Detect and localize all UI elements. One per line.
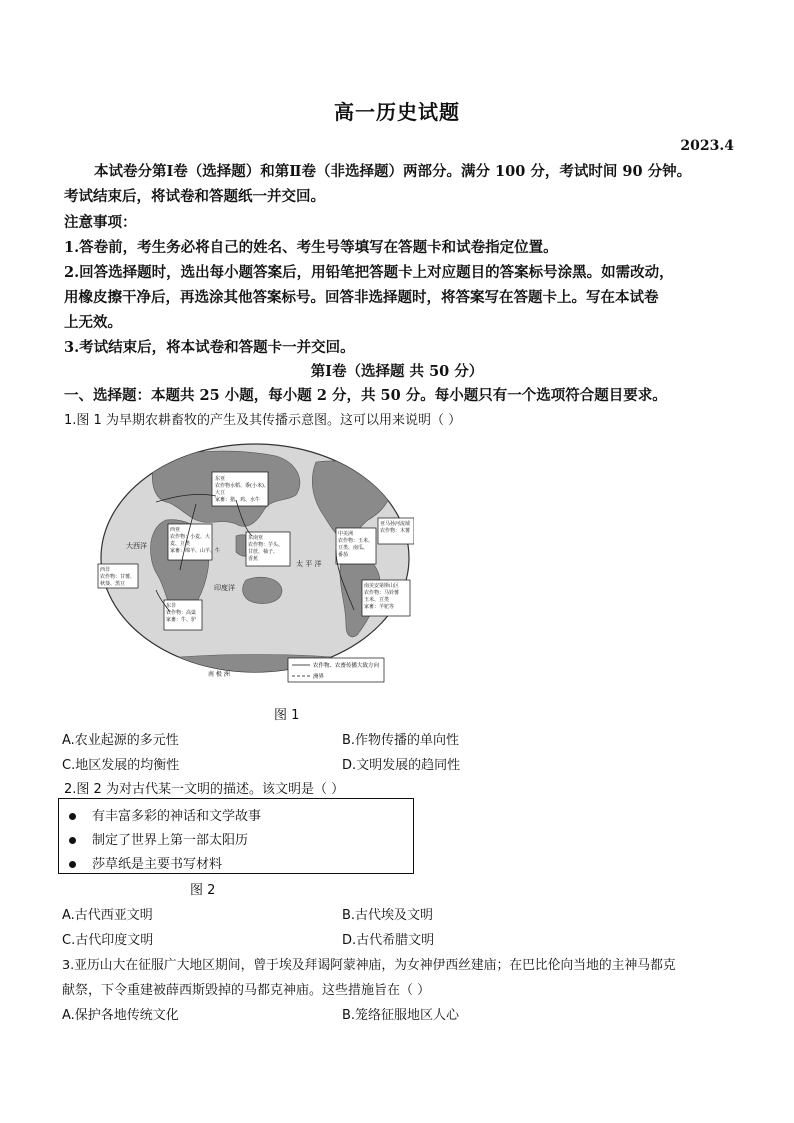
ocean-indian-label: 印度洋	[214, 584, 235, 592]
map-label-east-asia-1: 东亚	[215, 476, 226, 482]
map-label-west-asia-1: 西亚	[170, 527, 181, 533]
map-label-central-america-2: 农作物：玉米、	[338, 538, 374, 544]
q3-option-a[interactable]: A.保护各地传统文化	[62, 1008, 179, 1023]
intro-line-1: 本试卷分第Ⅰ卷（选择题）和第Ⅱ卷（非选择题）两部分。满分 100 分，考试时间 90 分钟。	[94, 163, 692, 180]
q2-option-c[interactable]: C.古代印度文明	[62, 933, 154, 948]
q1-option-b[interactable]: B.作物传播的单向性	[342, 733, 460, 748]
figure-2-item-3	[69, 853, 222, 872]
q1-option-c[interactable]: C.地区发展的均衡性	[62, 758, 180, 773]
map-label-west-asia-2: 农作物：小麦、大	[170, 534, 211, 540]
figure-2-item-1-text: 有丰富多彩的神话和文学故事	[92, 809, 262, 824]
map-label-east-asia-4: 家畜：猪、鸡、水牛	[215, 497, 261, 503]
intro-line-2: 考试结束后，将试卷和答题纸一并交回。	[64, 188, 325, 205]
bullet-icon	[69, 861, 76, 868]
figure-2-caption: 图 2	[190, 883, 216, 898]
ocean-pacific-label: 太 平 洋	[296, 560, 322, 568]
map-label-se-asia-2: 农作物：芋头、	[248, 542, 284, 548]
map-label-andes-3: 玉米、豆类	[364, 597, 390, 603]
exam-date: 2023.4	[680, 138, 734, 154]
map-label-west-africa-3: 秋葵、黑豆	[100, 581, 126, 587]
world-map-figure	[96, 440, 414, 688]
bullet-icon	[69, 837, 76, 844]
map-label-east-africa-3: 家畜：牛、驴	[166, 617, 197, 623]
figure-1-caption: 图 1	[274, 708, 300, 723]
map-label-se-asia-1: 东南亚	[248, 535, 264, 541]
bullet-icon	[69, 813, 76, 820]
legend-spread-label: 农作物、农畜传播大致方向	[313, 663, 380, 669]
figure-2-item-2	[69, 829, 248, 848]
map-label-andes-4: 家畜：羊驼等	[364, 604, 395, 610]
notice-item-2c: 上无效。	[64, 314, 122, 331]
map-label-east-asia-2: 农作物水稻、黍(小米)、	[215, 483, 269, 489]
map-label-west-africa-1: 西非	[100, 567, 111, 573]
map-label-central-america-1: 中美洲	[338, 531, 354, 537]
q2-option-a[interactable]: A.古代西亚文明	[62, 908, 153, 923]
map-label-amazon-2: 农作物：木薯	[380, 528, 411, 534]
map-label-amazon-1: 亚马孙河流域	[380, 521, 411, 527]
map-label-central-america-4: 番茄	[338, 552, 349, 558]
map-label-west-africa-2: 农作物：甘薯、	[100, 574, 136, 580]
map-label-se-asia-3: 甘蔗、柚子、	[248, 549, 279, 555]
map-label-andes-2: 农作物：马铃薯	[364, 590, 400, 596]
section-title: 第Ⅰ卷（选择题 共 50 分）	[310, 363, 484, 380]
map-label-central-america-3: 豆类、南瓜、	[338, 545, 369, 551]
notice-heading: 注意事项：	[64, 214, 137, 231]
map-label-andes-1: 南美安第斯山区	[364, 583, 400, 589]
figure-2-box	[58, 798, 414, 874]
figure-2-item-3-text: 莎草纸是主要书写材料	[92, 857, 223, 872]
map-label-east-asia-3: 大豆	[215, 490, 226, 496]
q2-stem: 2.图 2 为对古代某一文明的描述。该文明是（ ）	[64, 782, 345, 797]
q3-option-b[interactable]: B.笼络征服地区人心	[342, 1008, 460, 1023]
q1-option-a[interactable]: A.农业起源的多元性	[62, 733, 179, 748]
figure-2-item-1	[69, 805, 261, 824]
q2-option-b[interactable]: B.古代埃及文明	[342, 908, 434, 923]
q2-option-d[interactable]: D.古代希腊文明	[342, 933, 435, 948]
map-label-west-asia-3: 麦、豆类	[170, 541, 191, 547]
map-label-se-asia-4: 香蕉	[248, 556, 259, 562]
notice-item-2a: 2.回答选择题时，选出每小题答案后，用铅笔把答题卡上对应题目的答案标号涂黑。如需改动，	[64, 264, 674, 281]
map-label-west-asia-4: 家畜：绵羊、山羊、牛	[170, 548, 221, 554]
page-title: 高一历史试题	[334, 100, 460, 124]
antarctica-label: 南 极 洲	[208, 671, 230, 678]
map-label-east-africa-1: 东非	[166, 603, 177, 609]
notice-item-2b: 用橡皮擦干净后，再选涂其他答案标号。回答非选择题时，将答案写在答题卡上。写在本试卷	[64, 289, 659, 306]
section-instruction: 一、选择题：本题共 25 小题，每小题 2 分，共 50 分。每小题只有一个选项符合题目要求。	[64, 387, 667, 404]
figure-2-item-2-text: 制定了世界上第一部太阳历	[92, 833, 249, 848]
ocean-atlantic-label: 大西洋	[126, 542, 147, 550]
q3-stem-a: 3.亚历山大在征服广大地区期间，曾于埃及拜谒阿蒙神庙，为女神伊西丝建庙；在巴比伦向当地的主神马都克	[62, 958, 676, 973]
q1-option-d[interactable]: D.文明发展的趋同性	[342, 758, 461, 773]
legend-boundary-label: 洲界	[313, 674, 325, 680]
q1-stem: 1.图 1 为早期农耕畜牧的产生及其传播示意图。这可以用来说明（ ）	[64, 413, 462, 428]
notice-item-3: 3.考试结束后，将本试卷和答题卡一并交回。	[64, 339, 355, 356]
map-label-east-africa-2: 农作物：高粱	[166, 610, 197, 616]
notice-item-1: 1.答卷前，考生务必将自己的姓名、考生号等填写在答题卡和试卷指定位置。	[64, 239, 558, 256]
q3-stem-b: 献祭，下令重建被薛西斯毁掉的马都克神庙。这些措施旨在（ ）	[62, 983, 431, 998]
